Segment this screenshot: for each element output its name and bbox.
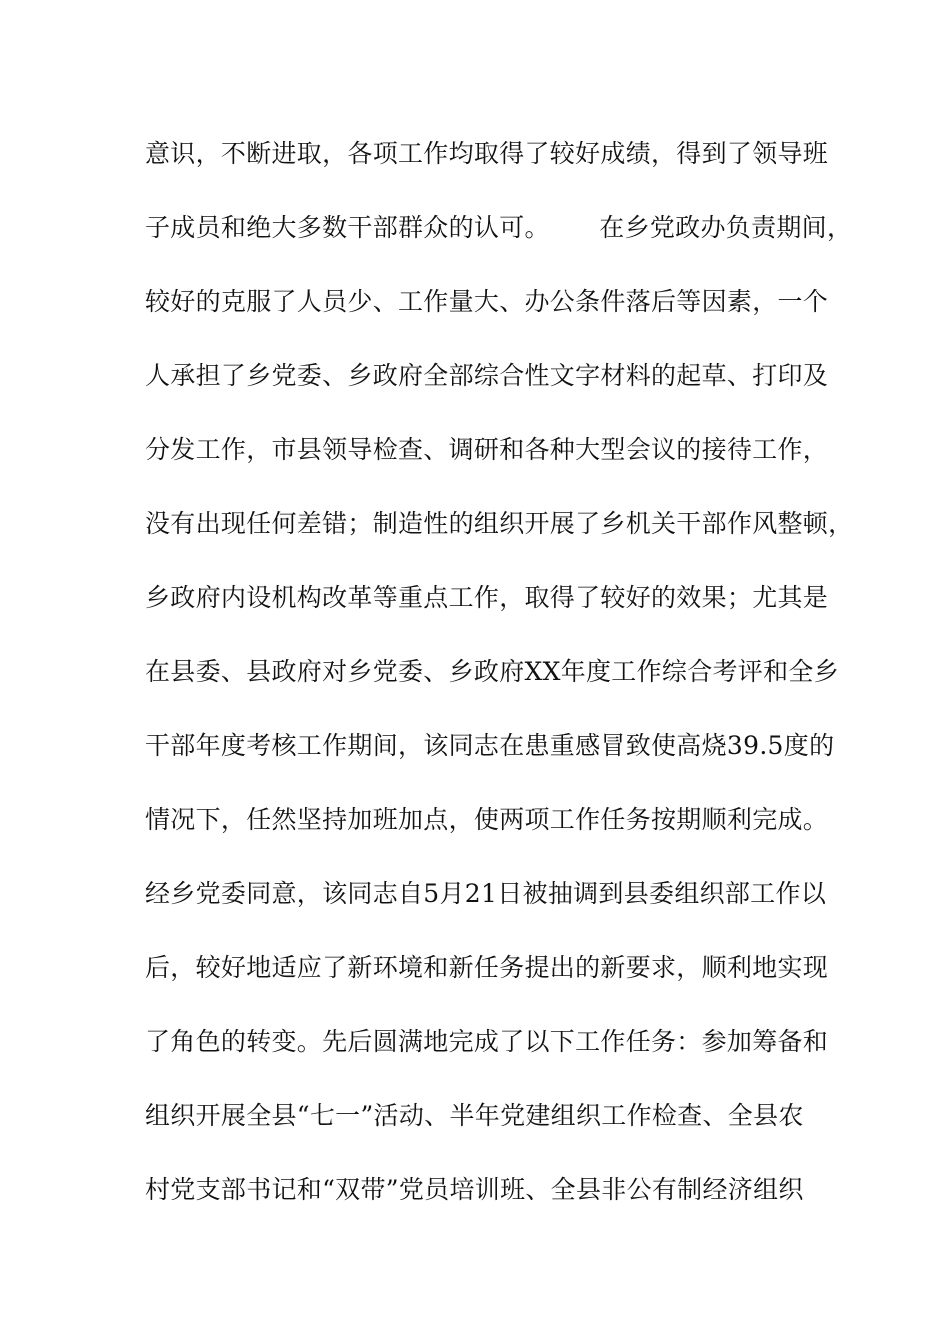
text-line: 分发工作，市县领导检查、调研和各种大型会议的接待工作， [145, 435, 829, 464]
text-line: 经乡党委同意，该同志自5月21日被抽调到县委组织部工作以 [145, 879, 827, 908]
text-line: 没有出现任何差错；制造性的组织开展了乡机关干部作风整顿， [145, 509, 854, 538]
text-line: 乡政府内设机构改革等重点工作，取得了较好的效果；尤其是 [145, 583, 829, 612]
text-line: 干部年度考核工作期间，该同志在患重感冒致使高烧39.5度的 [145, 731, 835, 760]
text-line: 意识，不断进取，各项工作均取得了较好成绩，得到了领导班 [145, 139, 829, 168]
text-line: 后，较好地适应了新环境和新任务提出的新要求，顺利地实现 [145, 953, 829, 982]
body-text [145, 130, 854, 1240]
text-line: 了角色的转变。先后圆满地完成了以下工作任务：参加筹备和 [145, 1027, 829, 1056]
text-line: 组织开展全县“七一”活动、半年党建组织工作检查、全县农 [145, 1101, 804, 1130]
text-line: 情况下，任然坚持加班加点，使两项工作任务按期顺利完成。 [145, 805, 829, 834]
text-line: 子成员和绝大多数干部群众的认可。 在乡党政办负责期间， [145, 213, 853, 242]
text-line: 较好的克服了人员少、工作量大、办公条件落后等因素，一个 [145, 287, 829, 316]
text-line: 人承担了乡党委、乡政府全部综合性文字材料的起草、打印及 [145, 361, 829, 390]
text-line: 村党支部书记和“双带”党员培训班、全县非公有制经济组织 [145, 1175, 804, 1204]
text-line: 在县委、县政府对乡党委、乡政府XX年度工作综合考评和全乡 [145, 657, 839, 686]
